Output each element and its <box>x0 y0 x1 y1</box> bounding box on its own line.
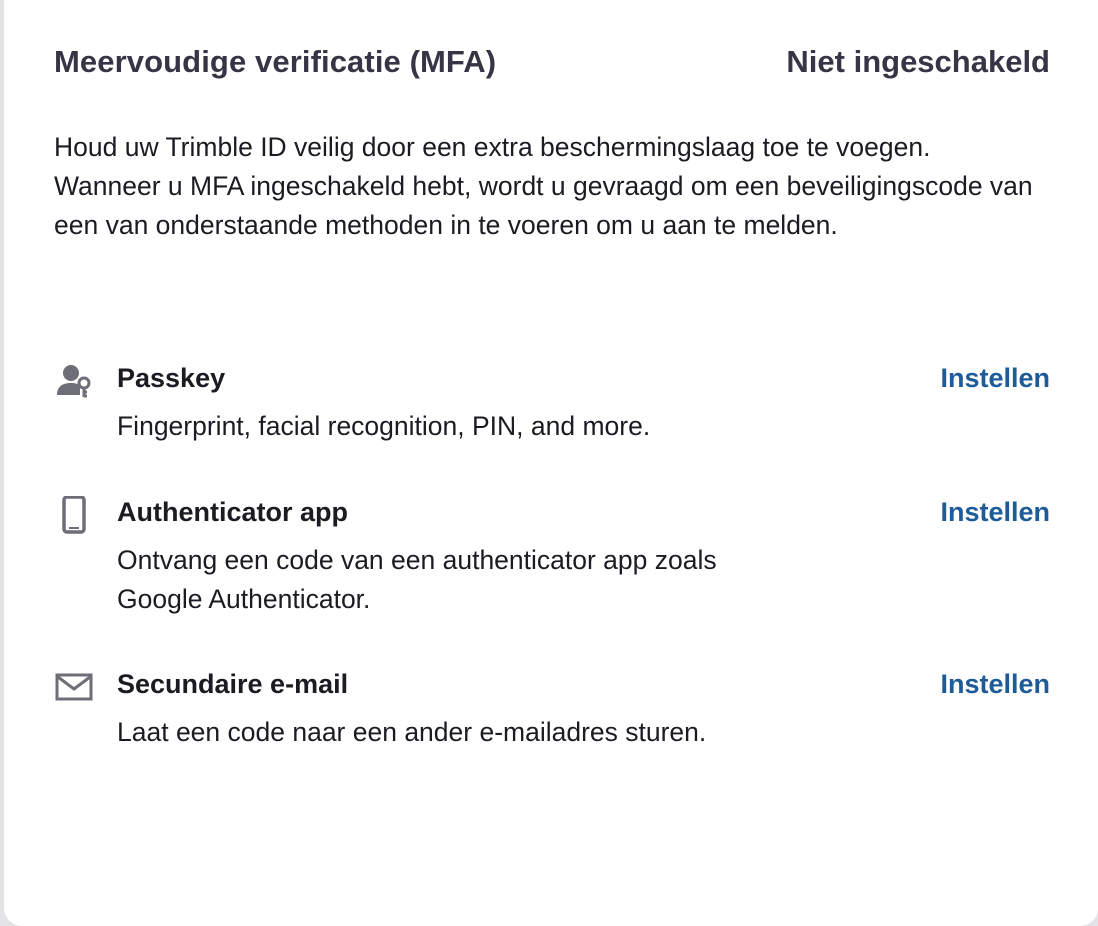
method-authenticator-name: Authenticator app <box>117 497 349 527</box>
method-email-name: Secundaire e-mail <box>117 669 349 699</box>
mfa-status: Niet ingeschakeld <box>786 44 1050 79</box>
user-key-icon <box>54 362 96 404</box>
method-passkey-detail: Fingerprint, facial recognition, PIN, and more. <box>117 411 651 441</box>
phone-icon <box>54 496 96 538</box>
method-authenticator-detail: Ontvang een code van een authenticator app zoals Google Authenticator. <box>117 545 717 614</box>
mfa-card <box>4 0 1098 926</box>
mfa-title: Meervoudige verificatie (MFA) <box>54 44 497 79</box>
mail-icon <box>54 668 96 710</box>
email-setup-link[interactable]: Instellen <box>940 669 1050 699</box>
mfa-description: Houd uw Trimble ID veilig door een extra beschermingslaag toe te voegen. Wanneer u MFA ingeschakeld hebt, wordt u gevraagd om een beveiligingscode van een van onderstaande methoden in te voeren om u aan te melden. <box>54 132 1033 240</box>
method-authenticator-app <box>54 496 1050 626</box>
mfa-header <box>54 44 1050 80</box>
authenticator-setup-link[interactable]: Instellen <box>940 497 1050 527</box>
passkey-setup-link[interactable]: Instellen <box>940 363 1050 393</box>
method-passkey-name: Passkey <box>117 363 226 393</box>
method-secondary-email <box>54 668 1050 758</box>
method-passkey <box>54 362 1050 452</box>
method-email-detail: Laat een code naar een ander e-mailadres sturen. <box>117 717 707 747</box>
